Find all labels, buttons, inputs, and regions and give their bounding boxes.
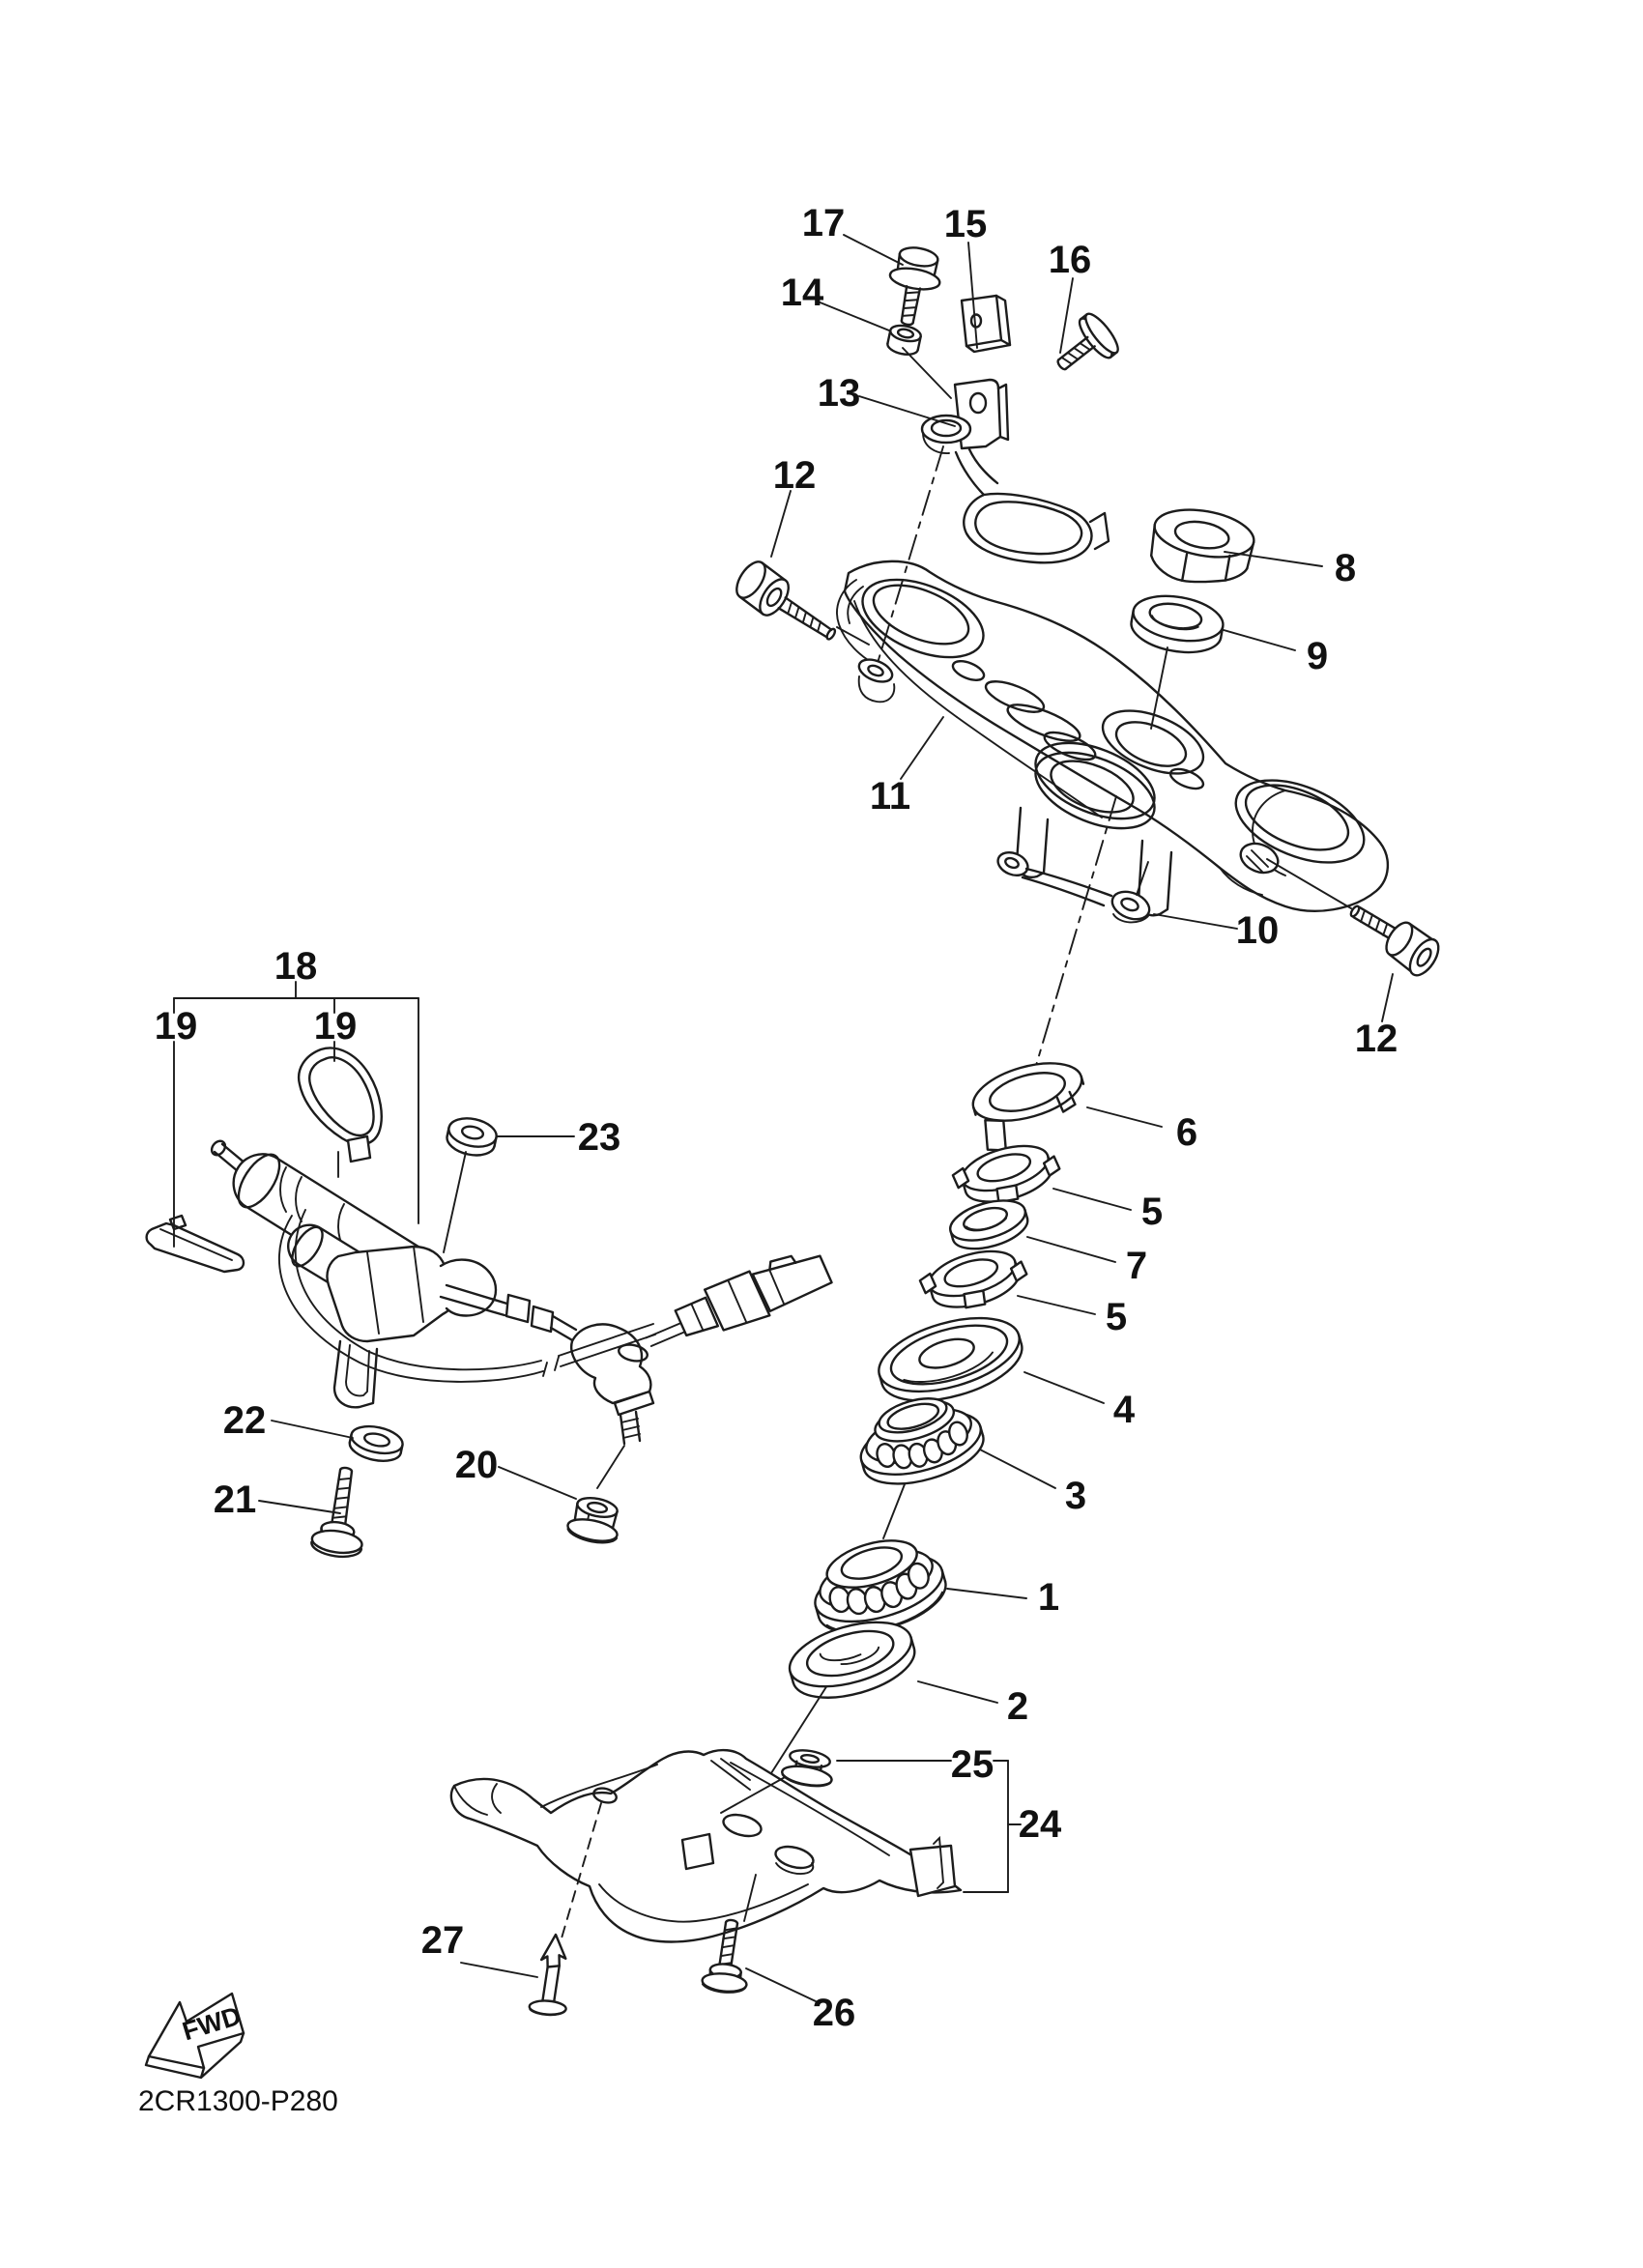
callout-label-16-3: 16 xyxy=(1048,239,1092,281)
callout-label-22-23: 22 xyxy=(222,1399,267,1442)
part-dust-seal-2 xyxy=(783,1610,922,1709)
callout-label-26-29: 26 xyxy=(812,1992,856,2034)
callout-label-25-26: 25 xyxy=(950,1743,994,1786)
part-bearing-cover-4 xyxy=(871,1305,1030,1415)
callout-label-18-11: 18 xyxy=(274,945,318,988)
callout-label-7-17: 7 xyxy=(1125,1245,1148,1287)
part-rivet-27 xyxy=(529,1933,571,2016)
part-nut-14 xyxy=(886,323,922,357)
part-socket-bolt-12-left xyxy=(730,557,846,652)
part-clip-plate-15 xyxy=(962,296,1010,352)
fwd-arrow xyxy=(146,1994,245,2078)
callout-label-11-8: 11 xyxy=(869,775,911,818)
part-steering-damper-18 xyxy=(209,1138,835,1444)
part-damper-rubber-strip-19-left xyxy=(147,1216,244,1272)
callout-label-21-24: 21 xyxy=(213,1479,257,1521)
callout-label-6-15: 6 xyxy=(1175,1111,1198,1154)
part-upper-bracket-11 xyxy=(837,561,1388,915)
part-damper-rubber-cover-19-right xyxy=(299,1048,382,1162)
part-flange-nut-20 xyxy=(565,1494,623,1546)
part-washer-22 xyxy=(347,1422,405,1465)
part-flange-bolt-21 xyxy=(310,1465,372,1560)
callout-label-1-21: 1 xyxy=(1037,1576,1060,1619)
callout-label-23-14: 23 xyxy=(577,1116,621,1159)
callout-label-3-20: 3 xyxy=(1064,1475,1087,1517)
part-stay-plate-10 xyxy=(994,848,1153,925)
callout-label-12-10: 12 xyxy=(1354,1018,1398,1060)
callout-label-2-22: 2 xyxy=(1006,1685,1029,1728)
part-handle-crown-cover-24 xyxy=(451,1750,961,1941)
part-grommet-25 xyxy=(781,1747,836,1790)
part-collar-washer-23 xyxy=(445,1114,500,1160)
part-flange-bolt-17 xyxy=(882,244,945,330)
callout-label-13-4: 13 xyxy=(817,372,861,415)
part-steering-nut-8 xyxy=(1146,502,1257,591)
callout-label-19-13: 19 xyxy=(313,1005,358,1048)
callout-label-19-12: 19 xyxy=(154,1005,198,1048)
callout-label-15-2: 15 xyxy=(943,203,988,245)
part-washer-9 xyxy=(1128,589,1226,658)
callout-label-5-16: 5 xyxy=(1140,1191,1164,1233)
part-screw-16 xyxy=(1045,309,1122,385)
part-ring-nut-5-lower xyxy=(917,1241,1032,1320)
callout-label-17-0: 17 xyxy=(801,202,846,244)
callout-label-8-6: 8 xyxy=(1334,547,1357,589)
part-lock-washer-6 xyxy=(966,1052,1095,1156)
callout-label-24-27: 24 xyxy=(1018,1803,1062,1846)
callout-label-12-5: 12 xyxy=(772,454,817,497)
leader-lines xyxy=(259,235,1393,2001)
part-upper-bearing-3 xyxy=(850,1385,991,1496)
part-bracket-stay-13 xyxy=(922,380,1109,562)
callout-label-27-28: 27 xyxy=(420,1919,465,1962)
part-rubber-washer-7 xyxy=(946,1193,1032,1256)
part-code: 2CR1300-P280 xyxy=(138,2085,338,2117)
part-socket-bolt-12-right xyxy=(1341,894,1445,981)
callout-label-20-25: 20 xyxy=(454,1444,499,1486)
callout-label-5-18: 5 xyxy=(1105,1296,1128,1338)
callout-label-14-1: 14 xyxy=(780,272,824,314)
callout-label-10-9: 10 xyxy=(1235,909,1280,952)
callout-label-4-19: 4 xyxy=(1112,1389,1136,1431)
callout-label-9-7: 9 xyxy=(1306,635,1329,677)
fwd-arrow-label: FWD xyxy=(179,2000,245,2047)
